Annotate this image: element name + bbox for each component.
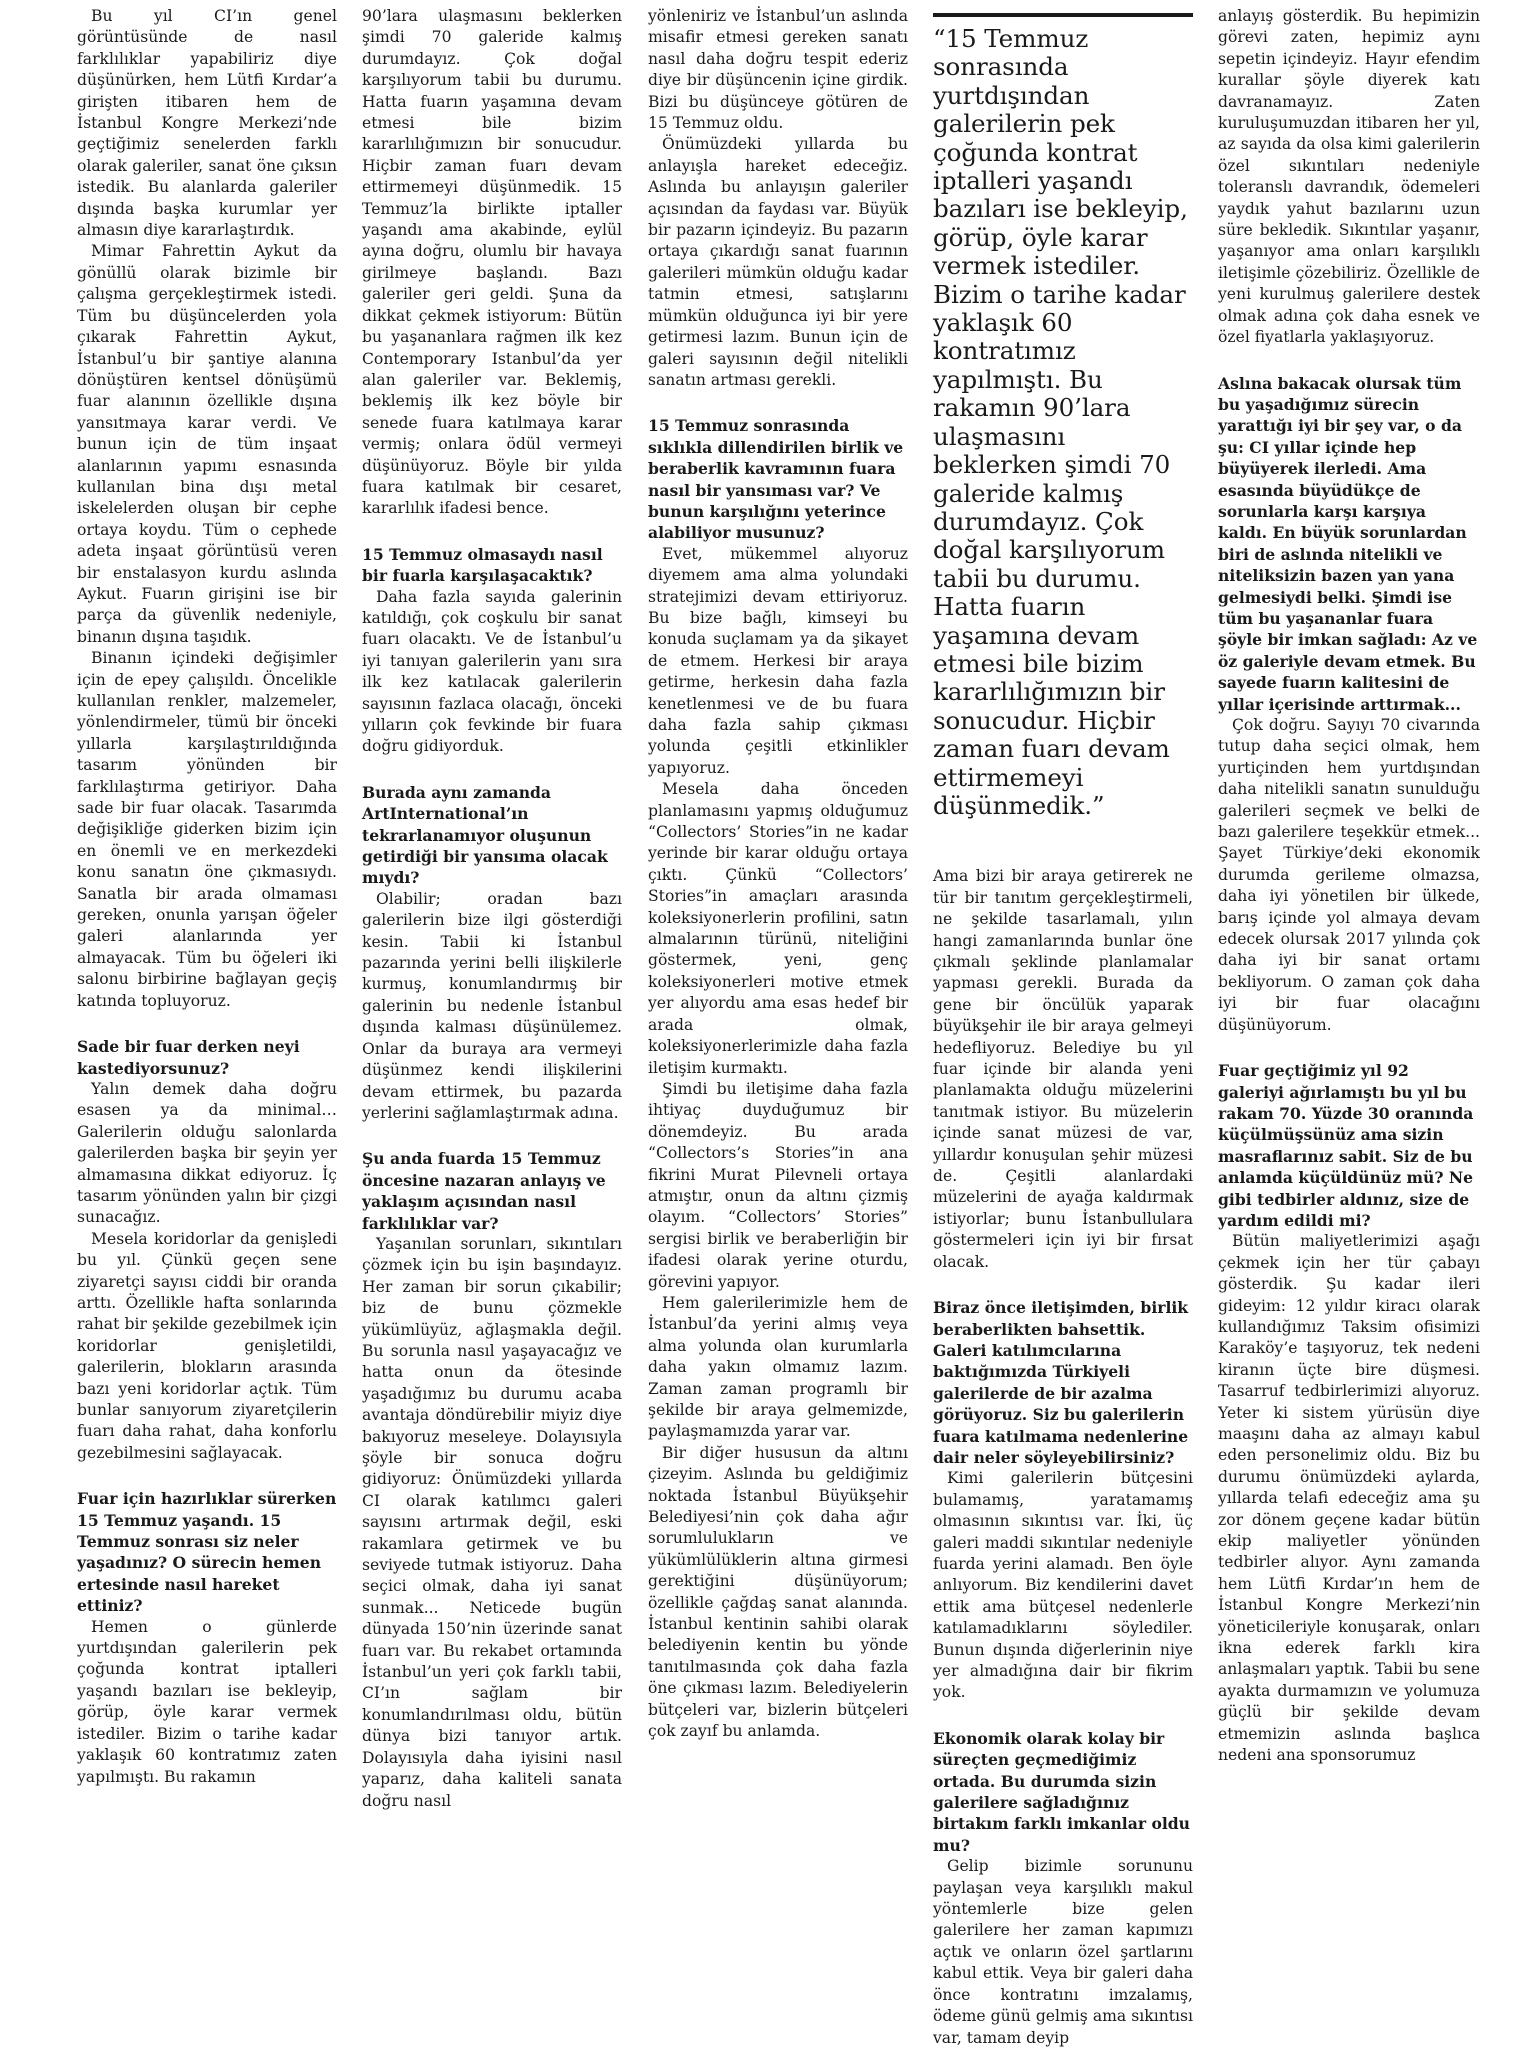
article-paragraph: 90’lara ulaşmasını beklerken şimdi 70 galeride kalmış durumdayız. Çok doğal karşılıyorum tabii bu durumu. Hatta fuarın yaşamına devam etmesi bile bizim kararlılığımızın bir sonucudur. Hiçbir zaman fuarı devam ettirmemeyi düşünmedik. 15 Temmuz’la birlikte iptaller yaşandı ama akabinde, eylül ayına doğru, olumlu bir havaya girilmeye başlandı. Bazı galeriler geri geldi. Şuna da dikkat çekmek istiyorum: Bütün bu yaşananlara rağmen ilk kez Contemporary Istanbul’da yer alan galeriler var. Beklemiş, beklemiş ilk kez böyle bir senede fuara katılmaya karar vermiş; onlara ödül vermeyi düşünüyoruz. Böyle bir yılda fuara katılmak bir cesaret, kararlılık ifadesi bence. xyxy=(362,7,622,518)
article-paragraph: Önümüzdeki yıllarda bu anlayışla hareket edeceğiz. Aslında bu anlayışın galeriler açısından da faydası var. Büyük bir pazarın içindeyiz. Bu pazarın ortaya çıkardığı sanat fuarının galerileri mümkün olduğu kadar tatmin etmesi, satışlarını mümkün olduğunca iyi bir yere getirmesi lazım. Bunun için de galeri sayısının değil nitelikli sanatın artması gerekli. xyxy=(648,135,908,389)
article-paragraph: Ama bizi bir araya getirerek ne tür bir tanıtım gerçekleştirmeli, ne şekilde tasarlamalı, yılın hangi zamanlarında bunlar öne çıkmalı şeklinde planlamalar yapması gerekli. Burada da gene bir öncülük yaparak büyükşehir ile bir araya gelmeyi hedefliyoruz. Belediye bu yıl fuar içinde bir alanda yeni planlamakta olduğu müzelerini tanıtmak istiyor. Bu müzelerin içinde sanat müzesi de var, yıllardır konuşulan şehir müzesi de. Çeşitli alanlardaki müzelerini de ayağa kaldırmak istiyorlar; bunu İstanbullulara göstermeleri için iyi bir fırsat olacak. xyxy=(933,867,1193,1271)
article-paragraph: Evet, mükemmel alıyoruz diyemem ama alma yolundaki stratejimizi devam ettiriyoruz. Bu bize bağlı, kimseyi bu konuda suçlamam ya da şikayet de etmem. Herkesi bir araya getirme, herkesin daha fazla kenetlenmesi ve de bu fuara daha fazla sahip çıkması yolunda çeşitli etkinlikler yapıyoruz. xyxy=(648,544,908,777)
article-paragraph: Binanın içindeki değişimler için de epey çalışıldı. Öncelikle kullanılan renkler, malzemeler, yönlendirmeler, tümü bir önceki yıllarla karşılaştırıldığında tasarım yönünden bir farklılaştırma getiriyor. Daha sade bir fuar olacak. Tasarımda değişikliğe giderken bizim için en önemli ve en merkezdeki konu sanatın öne çıkmasıydı. Sanatla bir arada olmaması gereken, onunla yarışan öğeler galeri alanlarında yer almayacak. Tüm bu öğeleri iki salonu birbirine bağlayan geçiş katında topluyoruz. xyxy=(77,649,337,1010)
pull-quote: “15 Temmuz sonrasında yurtdışından galerilerin pek çoğunda kontrat iptalleri yaşandı bazıları ise bekleyip, görüp, öyle karar vermek istediler. Bizim o tarihe kadar yaklaşık 60 kontratımız yapılmıştı. Bu rakamın 90’lara ulaşmasını beklerken şimdi 70 galeride kalmış durumdayız. Çok doğal karşılıyorum tabii bu durumu. Hatta fuarın yaşamına devam etmesi bile bizim kararlılığımızın bir sonucudur. Hiçbir zaman fuarı devam ettirmemeyi düşünmedik.” xyxy=(933,24,1188,820)
article-paragraph: Gelip bizimle sorununu paylaşan veya karşılıklı makul yöntemlerle bize gelen galerilere her zaman kapımızı açtık ve onların özel şartlarını kabul ettik. Veya bir galeri daha önce kontratını imzalamış, ödeme günü gelmiş ama sıkıntısı var, tamam deyip xyxy=(933,1857,1193,2047)
interview-question: 15 Temmuz olmasaydı nasıl bir fuarla karşılaşacaktık? xyxy=(362,544,603,586)
article-paragraph: Bu yıl CI’ın genel görüntüsünde de nasıl farklılıklar yapabiliriz diye düşünürken, hem Lütfi Kırdar’a girişten itibaren hem de İstanbul Kongre Merkezi’nde geçtiğimiz senelerden farklı olarak galeriler, sanat öne çıksın istedik. Bu alanlarda galeriler dışında başka kurumlar yer almasın diye kararlaştırdık. xyxy=(77,7,337,240)
interview-question: Burada aynı zamanda ArtInternational’ın tekrarlanamıyor oluşunun getirdiği bir yansıma olacak mıydı? xyxy=(362,782,608,888)
article-paragraph: Hemen o günlerde yurtdışından galerilerin pek çoğunda kontrat iptalleri yaşandı bazıları ise bekleyip, görüp, öyle karar vermek istediler. Bizim o tarihe kadar yaklaşık 60 kontratımız zaten yapılmıştı. Bu rakamın xyxy=(77,1617,337,1786)
article-paragraph: Mesela koridorlar da genişledi bu yıl. Çünkü geçen sene ziyaretçi sayısı ciddi bir oranda arttı. Özellikle hafta sonlarında rahat bir şekilde gezebilmek için koridorlar genişletildi, galerilerin, blokların arasında bazı yeni koridorlar açtık. Tüm bunlar sanıyorum ziyaretçilerin fuarı daha rahat, daha konforlu gezebilmesini sağlayacak. xyxy=(77,1229,337,1462)
article-paragraph: Kimi galerilerin bütçesini bulamamış, yaratamamış olmasının sıkıntısı var. İki, üç galeri maddi sıkıntılar nedeniyle fuarda yerini alamadı. Ben öyle anlıyorum. Biz kendilerini davet ettik ama bütçesel nedenlerle katılamadıklarını söylediler. Bunun dışında diğerlerinin niye yer almadığına dair bir fikrim yok. xyxy=(933,1469,1193,1702)
interview-question: Fuar için hazırlıklar sürerken 15 Temmuz yaşandı. 15 Temmuz sonrası siz neler yaşadınız? O sürecin hemen ertesinde nasıl hareket ettiniz? xyxy=(77,1489,337,1616)
article-paragraph: Çok doğru. Sayıyı 70 civarında tutup daha seçici olmak, hem yurtiçinden hem yurtdışından daha nitelikli sanatın sunulduğu galerileri seçmek ve belki de bazı galerilere teşekkür etmek... Şayet Türkiye’deki ekonomik durumda gerileme olmazsa, daha iyi yönetilen bir ülkede, barış içinde yol almaya devam edecek olursak 2017 yılında çok daha iyi bir sanat ortamı bekliyorum. O zaman çok daha iyi bir fuar olacağını düşünüyorum. xyxy=(1218,716,1480,1034)
article-column-4 xyxy=(933,13,1193,2047)
article-paragraph: Hem galerilerimizle hem de İstanbul’da yerini almış veya alma yolunda olan kurumlarla daha yakın olmamız lazım. Zaman zaman programlı bir şekilde bir araya gelmemizde, paylaşmamızda yarar var. xyxy=(648,1293,908,1441)
article-paragraph: Yaşanılan sorunları, sıkıntıları çözmek için bu işin başındayız. Her zaman bir sorun çıkabilir; biz de bunu çözmekle yükümlüyüz, ağlaşmakla değil. Bu sorunla nasıl yaşayacağız ve hatta onun da ötesinde yaşadığımız bu durumu acaba avantaja döndürebilir miyiz diye bakıyoruz meseleye. Dolayısıyla şöyle bir sonuca doğru gidiyoruz: Önümüzdeki yıllarda CI olarak katılımcı galeri sayısını artırmak değil, eski rakamlara getirmek ve bu seviyede tutmak istiyoruz. Daha seçici olmak, daha iyi sanat sunmak... Neticede bugün dünyada 150’nin üzerinde sanat fuarı var. Bu rekabet ortamında İstanbul’un yeri çok farklı tabii, CI’ın sağlam bir konumlandırılması oldu, bütün dünya bizi tanıyor artık. Dolayısıyla daha iyisini nasıl yaparız, daha kaliteli sanata doğru nasıl xyxy=(362,1234,622,1810)
article-paragraph: yönleniriz ve İstanbul’un aslında misafir etmesi gereken sanatı nasıl daha doğru tespit ederiz diye bir düşüncenin içine girdik. Bizi bu düşünceye götüren de 15 Temmuz oldu. xyxy=(648,7,908,133)
interview-question: Ekonomik olarak kolay bir süreçten geçmediğimiz ortada. Bu durumda sizin galerilere sağladığınız birtakım farklı imkanlar oldu mu? xyxy=(933,1728,1191,1855)
interview-question: Fuar geçtiğimiz yıl 92 galeriyi ağırlamıştı bu yıl bu rakam 70. Yüzde 30 oranında küçülmüşsünüz ama sizin masraflarınız sabit. Siz de bu anlamda küçüldünüz mü? Ne gibi tedbirler aldınız, size de yardım edildi mi? xyxy=(1218,1061,1474,1230)
interview-question: 15 Temmuz sonrasında sıklıkla dillendirilen birlik ve beraberlik kavramının fuara nasıl bir yansıması var? Ve bunun karşılığını yeterince alabiliyor musunuz? xyxy=(648,416,904,543)
article-paragraph: Mesela daha önceden planlamasını yapmış olduğumuz “Collectors’ Stories”in ne kadar yerinde bir karar olduğu ortaya çıktı. Çünkü “Collectors’ Stories”in amaçları arasında koleksiyonerlerin profilini, satın almalarının türünü, niteliğini göstermek, yeni, genç koleksiyonerleri motive etmek yer alıyordu ama esas hedef bir arada olmak, koleksiyonerlerimizle daha fazla iletişim kurmaktı. xyxy=(648,780,908,1077)
article-column-2 xyxy=(362,6,622,1810)
article-paragraph: Mimar Fahrettin Aykut da gönüllü olarak bizimle bir çalışma gerçekleştirmek istedi. Tüm bu düşüncelerden yola çıkarak Fahrettin Aykut, İstanbul’u bir şantiye alanına dönüştüren kentsel dönüşümü fuar alanının özellikle dışına yansıtmaya karar verdi. Ve bunun için de tüm inşaat alanlarının yapımı esnasında kullanılan bina dışı metal iskelelerden oluşan bir cephe ortaya koydu. Tüm o cephede adeta inşaat görüntüsü veren bir enstalasyon kurdu aslında Aykut. Fuarın girişini ise bir parça da güvenlik nedeniyle, binanın dışına taşıdık. xyxy=(77,242,337,646)
article-paragraph: anlayış gösterdik. Bu hepimizin görevi zaten, hepimiz aynı sepetin içindeyiz. Hayır efendim kurallar şöyle diyerek katı davranamayız. Zaten kuruluşumuzdan itibaren her yıl, az sayıda da olsa kimi galerilerin özel sıkıntıları nedeniyle toleranslı davrandık, ödemeleri yaydık yahut bazılarını uzun süre bekledik. Sıkıntılar yaşanır, yaşanıyor ama onları karşılıklı iletişimle çözebiliriz. Özellikle de yeni kurulmuş galerilere destek olmak adına çok daha esnek ve özel fiyatlarla yaklaşıyoruz. xyxy=(1218,7,1480,347)
interview-question: Şu anda fuarda 15 Temmuz öncesine nazaran anlayış ve yaklaşım açısından nasıl farklılıklar var? xyxy=(362,1149,606,1233)
article-column-3 xyxy=(648,6,908,1741)
interview-question: Sade bir fuar derken neyi kastediyorsunuz? xyxy=(77,1037,300,1078)
article-paragraph: Bir diğer hususun da altını çizeyim. Aslında bu geldiğimiz noktada İstanbul Büyükşehir Belediyesi’nin çok daha ağır sorumlulukların ve yükümlülüklerin altına girmesi gerektiğini düşünüyorum; özellikle çağdaş sanat alanında. İstanbul kentinin sahibi olarak belediyenin kentin bu yönde tanıtılmasında çok daha fazla öne çıkması lazım. Belediyelerin bütçeleri var, bizlerin bütçeleri çok zayıf bu anlamda. xyxy=(648,1443,908,1741)
interview-question: Biraz önce iletişimden, birlik beraberlikten bahsettik. Galeri katılımcılarına baktığımızda Türkiyeli galerilerde de bir azalma görüyoruz. Siz bu galerilerin fuara katılmama nedenlerine dair neler söyleyebilirsiniz? xyxy=(933,1298,1189,1467)
article-paragraph: Şimdi bu iletişime daha fazla ihtiyaç duyduğumuz bir dönemdeyiz. Bu arada “Collectors’s Stories”in ana fikrini Murat Pilevneli ortaya atmıştır, onun da altını çizmiş olayım. “Collectors’ Stories” sergisi birlik ve beraberliğin bir ifadesi olarak yerine oturdu, görevini yapıyor. xyxy=(648,1079,908,1291)
article-column-5 xyxy=(1218,6,1480,1765)
article-paragraph: Olabilir; oradan bazı galerilerin bize ilgi gösterdiği kesin. Tabii ki İstanbul pazarında yerini belli ilişkilerle kurmuş, konumlandırmış bir galerinin bu nedenle İstanbul dışında kalması düşünülemez. Onlar da buraya ara vermeyi düşünmez kendi ilişkilerini devam ettirmek, bu pazarda yerlerini sağlamlaştırmak adına. xyxy=(362,889,622,1122)
article-paragraph: Daha fazla sayıda galerinin katıldığı, çok coşkulu bir sanat fuarı olacaktı. Ve de İstanbul’u iyi tanıyan galerilerin yanı sıra ilk kez katılacak galerilerin sayısının fazlaca olacağı, önceki yılların çok fevkinde bir fuara doğru gidiyorduk. xyxy=(362,587,622,756)
article-column-1 xyxy=(77,6,337,1786)
interview-question: Aslına bakacak olursak tüm bu yaşadığımız sürecin yarattığı iyi bir şey var, o da şu: CI yıllar içinde hep büyüyerek ilerledi. Ama esasında büyüdükçe de sorunlarla karşı karşıya kaldı. En büyük sorunlardan biri de aslında nitelikli ve niteliksizin bazen yan yana gelmesiydi belki. Şimdi ise tüm bu yaşananlar fuara şöyle bir imkan sağladı: Az ve öz galeriyle devam etmek. Bu sayede fuarın kalitesini de yıllar içerisinde arttırmak... xyxy=(1218,373,1478,714)
article-paragraph: Yalın demek daha doğru esasen ya da minimal… Galerilerin olduğu salonlarda galerilerden başka bir şeyin yer almamasına dikkat ediyoruz. İç tasarım yönünden yalın bir çizgi sunacağız. xyxy=(77,1079,337,1227)
article-paragraph: Bütün maliyetlerimizi aşağı çekmek için her tür çabayı gösterdik. Şu kadar ileri gideyim: 12 yıldır kiracı olarak kullandığımız Taksim ofisimizi Karaköy’e taşıyoruz, tek nedeni kiranın üçte bire düşmesi. Tasarruf tedbirlerimizi alıyoruz. Yeter ki sistem yürüsün diye maaşını daha az almayı kabul eden personelimiz oldu. Biz bu durumu önümüzdeki aylarda, yıllarda telafi edeceğiz ama şu zor dönem geçene kadar bütün ekip maliyetler yönünden tedbirler alıyor. Aynı zamanda hem Lütfi Kırdar’ın hem de İstanbul Kongre Merkezi’nin yöneticileriyle konuşarak, onları ikna ederek farklı kira anlaşmaları yaptık. Tabii bu sene ayakta durmamızın ve yolumuza güçlü bir şekilde devam etmemizin aslında başlıca nedeni ana sponsorumuz xyxy=(1218,1232,1480,1765)
pull-quote-rule xyxy=(933,13,1193,17)
